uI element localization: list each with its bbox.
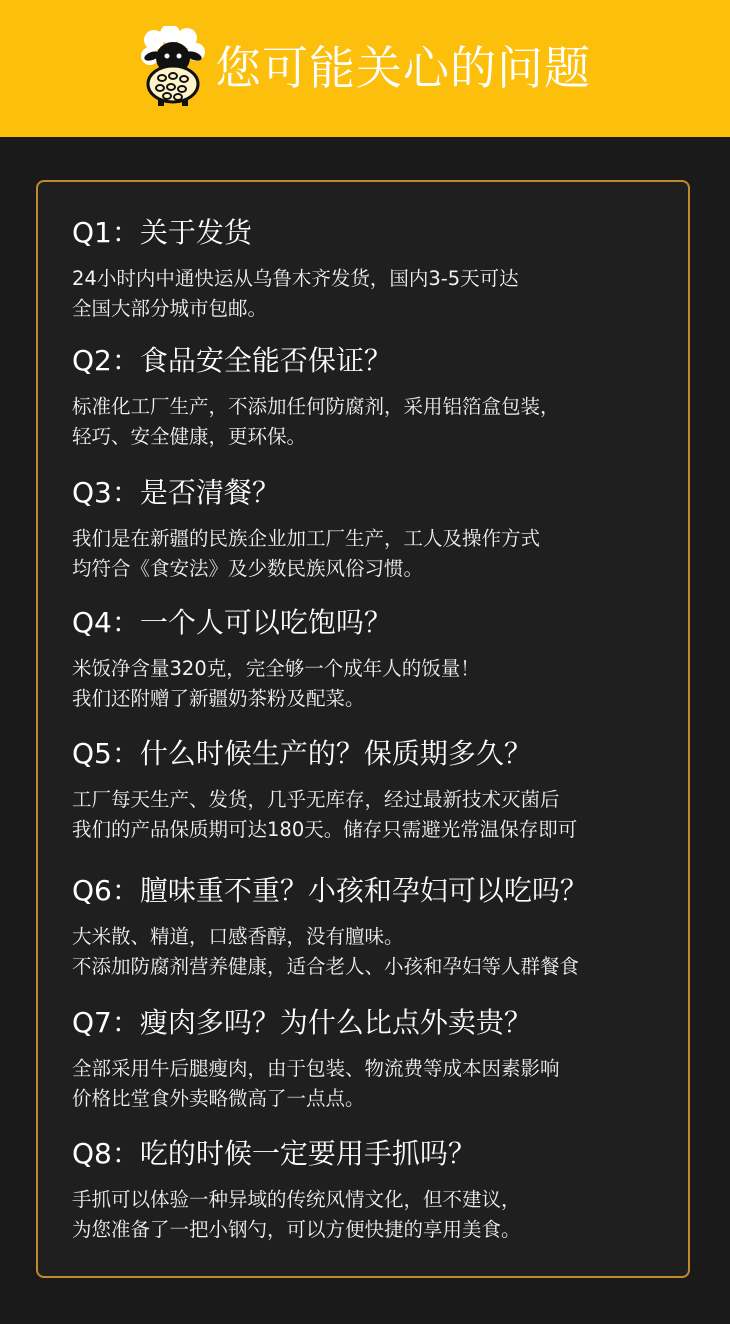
header-banner xyxy=(0,0,730,137)
faq-answer-line: 手抓可以体验一种异域的传统风情文化，但不建议， xyxy=(72,1188,521,1211)
faq-item-5 xyxy=(72,737,682,845)
faq-answer-line: 24小时内中通快运从乌鲁木齐发货，国内3-5天可达 xyxy=(72,267,519,290)
faq-answer-line: 全部采用牛后腿瘦肉，由于包装、物流费等成本因素影响 xyxy=(72,1057,560,1080)
faq-question: Q5：什么时候生产的？保质期多久？ xyxy=(72,737,532,770)
faq-item-7 xyxy=(72,1006,682,1114)
faq-answer xyxy=(72,785,682,845)
faq-answer-line: 我们还附赠了新疆奶茶粉及配菜。 xyxy=(72,687,365,710)
sheep-logo-icon xyxy=(140,26,206,106)
faq-answer-line: 轻巧、安全健康，更环保。 xyxy=(72,425,307,448)
faq-item-4 xyxy=(72,606,682,714)
faq-answer-line: 价格比堂食外卖略微高了一点点。 xyxy=(72,1087,365,1110)
faq-item-2 xyxy=(72,344,682,452)
faq-question: Q2：食品安全能否保证？ xyxy=(72,344,392,377)
faq-answer xyxy=(72,1054,682,1114)
page-title: 您可能关心的问题 xyxy=(215,41,591,95)
faq-answer-line: 全国大部分城市包邮。 xyxy=(72,297,268,320)
faq-answer xyxy=(72,922,682,982)
faq-answer-line: 我们的产品保质期可达180天。储存只需避光常温保存即可 xyxy=(72,818,578,841)
faq-answer-line: 为您准备了一把小钢勺，可以方便快捷的享用美食。 xyxy=(72,1218,521,1241)
faq-answer-line: 不添加防腐剂营养健康，适合老人、小孩和孕妇等人群餐食 xyxy=(72,955,580,978)
faq-answer xyxy=(72,392,682,452)
faq-question: Q1：关于发货 xyxy=(72,216,252,249)
faq-answer-line: 大米散、精道，口感香醇，没有膻味。 xyxy=(72,925,404,948)
faq-answer xyxy=(72,1185,682,1245)
faq-answer-line: 标准化工厂生产，不添加任何防腐剂，采用铝箔盒包装， xyxy=(72,395,560,418)
faq-answer xyxy=(72,264,682,324)
faq-question: Q7：瘦肉多吗？为什么比点外卖贵？ xyxy=(72,1006,532,1039)
faq-item-6 xyxy=(72,874,682,982)
faq-answer-line: 工厂每天生产、发货，几乎无库存，经过最新技术灭菌后 xyxy=(72,788,560,811)
faq-question: Q8：吃的时候一定要用手抓吗？ xyxy=(72,1137,476,1170)
faq-answer-line: 米饭净含量320克，完全够一个成年人的饭量！ xyxy=(72,657,480,680)
faq-answer xyxy=(72,524,682,584)
faq-item-3 xyxy=(72,476,682,584)
faq-panel xyxy=(36,180,690,1278)
faq-item-8 xyxy=(72,1137,682,1245)
faq-item-1 xyxy=(72,216,682,324)
faq-question: Q4：一个人可以吃饱吗？ xyxy=(72,606,392,639)
faq-answer-line: 我们是在新疆的民族企业加工厂生产，工人及操作方式 xyxy=(72,527,541,550)
faq-answer xyxy=(72,654,682,714)
faq-answer-line: 均符合《食安法》及少数民族风俗习惯。 xyxy=(72,557,424,580)
faq-question: Q6：膻味重不重？小孩和孕妇可以吃吗？ xyxy=(72,874,588,907)
faq-question: Q3：是否清餐？ xyxy=(72,476,280,509)
